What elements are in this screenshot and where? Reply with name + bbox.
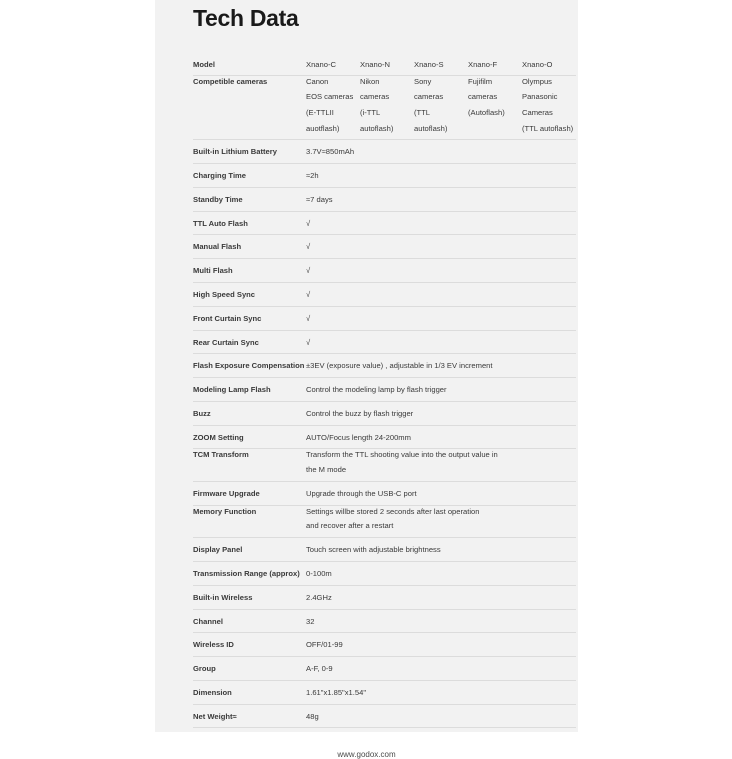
row-label: Group (193, 657, 306, 681)
row-value: √ (306, 330, 576, 354)
compatible-3-4: (TTL autoflash) (522, 123, 576, 140)
compatible-1-1: cameras (360, 92, 390, 102)
row-value: 2.4GHz (306, 585, 576, 609)
table-row (193, 657, 576, 681)
row-label: Buzz (193, 401, 306, 425)
table-row (193, 561, 576, 585)
compatible-0-0: Canon (306, 77, 329, 87)
row-label: TTL Auto Flash (193, 211, 306, 235)
row-value: 48g (306, 704, 576, 728)
sheet-content (193, 0, 574, 759)
compatible-2-2: (TTL (414, 107, 431, 117)
compatible-2-4: Cameras (522, 107, 553, 117)
footer-website: www.godox.com (337, 750, 396, 759)
table-row (193, 680, 576, 704)
row-label: Rear Curtain Sync (193, 330, 306, 354)
row-label: Dimension (193, 680, 306, 704)
table-row (193, 187, 576, 211)
compatible-cameras-row-0 (193, 76, 576, 91)
row-value: OFF/01-99 (306, 633, 576, 657)
compatible-1-2: cameras (414, 92, 444, 102)
table-row (193, 585, 576, 609)
header-col-0: Xnano-C (306, 53, 360, 76)
row-label: Net Weight≈ (193, 704, 306, 728)
table-row (193, 505, 576, 520)
compatible-3-0: auotflash) (306, 123, 360, 140)
table-body (193, 53, 576, 728)
row-value: 1.61"x1.85"x1.54" (306, 680, 576, 704)
compatible-cameras-row-3 (193, 123, 576, 140)
compatible-2-3: (Autoflash) (468, 107, 505, 117)
spec-sheet (155, 0, 578, 759)
table-row-continuation (193, 520, 576, 537)
compatible-spacer-1 (193, 91, 306, 107)
table-header-row (193, 53, 576, 76)
row-label: ZOOM Setting (193, 425, 306, 449)
row-label: High Speed Sync (193, 283, 306, 307)
row-label: Transmission Range (approx) (193, 561, 306, 585)
row-value: √ (306, 306, 576, 330)
row-label: Built-in Wireless (193, 585, 306, 609)
compatible-spacer-3 (193, 123, 306, 140)
table-row (193, 354, 576, 378)
row-value: AUTO/Focus length 24-200mm (306, 425, 576, 449)
row-value: Control the buzz by flash trigger (306, 401, 576, 425)
table-row (193, 481, 576, 505)
row-value: ≈2h (306, 164, 576, 188)
row-label-spacer (193, 464, 306, 481)
row-value: Transform the TTL shooting value into the output value in (306, 450, 498, 460)
row-value: 0-100m (306, 561, 576, 585)
compatible-3-3 (468, 123, 522, 140)
compatible-1-4: Panasonic (522, 92, 558, 102)
row-value: √ (306, 211, 576, 235)
row-value: √ (306, 283, 576, 307)
table-row (193, 211, 576, 235)
row-label: TCM Transform (193, 450, 249, 460)
page-title: Tech Data (193, 5, 299, 31)
table-row (193, 425, 576, 449)
row-value: ±3EV (exposure value) , adjustable in 1/3 EV increment (306, 354, 576, 378)
row-label: Flash Exposure Compensation (193, 354, 306, 378)
row-value: Settings willbe stored 2 seconds after last operation (306, 506, 480, 516)
row-value: 32 (306, 609, 576, 633)
table-row (193, 704, 576, 728)
compatible-1-3: cameras (468, 92, 498, 102)
row-label: Firmware Upgrade (193, 481, 306, 505)
tech-data-table (193, 53, 576, 729)
table-row (193, 538, 576, 562)
row-value: Touch screen with adjustable brightness (306, 538, 576, 562)
row-value: Upgrade through the USB-C port (306, 481, 576, 505)
table-row (193, 140, 576, 164)
table-row (193, 259, 576, 283)
table-row (193, 235, 576, 259)
table-row (193, 401, 576, 425)
header-label: Model (193, 53, 306, 76)
compatible-0-4: Olympus (522, 77, 552, 87)
row-label: Manual Flash (193, 235, 306, 259)
row-label: Front Curtain Sync (193, 306, 306, 330)
compatible-spacer-2 (193, 107, 306, 123)
row-label: Charging Time (193, 164, 306, 188)
header-col-2: Xnano-S (414, 53, 468, 76)
table-row (193, 283, 576, 307)
table-row (193, 330, 576, 354)
row-label: Memory Function (193, 506, 257, 516)
row-value: √ (306, 235, 576, 259)
row-value: Control the modeling lamp by flash trigger (306, 378, 576, 402)
compatible-0-2: Sony (414, 77, 432, 87)
row-value-line2: and recover after a restart (306, 520, 576, 537)
header-col-1: Xnano-N (360, 53, 414, 76)
row-value: A-F, 0-9 (306, 657, 576, 681)
row-value-line2: the M mode (306, 464, 576, 481)
row-label: Wireless ID (193, 633, 306, 657)
row-value: 3.7V≈850mAh (306, 140, 576, 164)
compatible-2-0: (E-TTLII (306, 107, 334, 117)
row-value: √ (306, 259, 576, 283)
row-label: Modeling Lamp Flash (193, 378, 306, 402)
compatible-3-1: autoflash) (360, 123, 414, 140)
compatible-cameras-row-2 (193, 107, 576, 123)
compatible-3-2: autoflash) (414, 123, 468, 140)
table-row (193, 633, 576, 657)
table-row (193, 609, 576, 633)
compatible-cameras-row-1 (193, 91, 576, 107)
row-value: ≈7 days (306, 187, 576, 211)
row-label: Display Panel (193, 538, 306, 562)
header-col-4: Xnano-O (522, 53, 576, 76)
compatible-1-0: EOS cameras (306, 92, 354, 102)
table-row (193, 164, 576, 188)
table-row (193, 378, 576, 402)
row-label: Channel (193, 609, 306, 633)
header-col-3: Xnano-F (468, 53, 522, 76)
row-label-spacer (193, 520, 306, 537)
row-label: Standby Time (193, 187, 306, 211)
compatible-0-1: Nikon (360, 77, 380, 87)
table-row (193, 449, 576, 464)
row-label: Built-in Lithium Battery (193, 140, 306, 164)
compatible-2-1: (i-TTL (360, 107, 381, 117)
compatible-0-3: Fujifilm (468, 77, 493, 87)
compatible-cameras-label: Competible cameras (193, 77, 268, 87)
row-label: Multi Flash (193, 259, 306, 283)
table-row (193, 306, 576, 330)
table-row-continuation (193, 464, 576, 481)
